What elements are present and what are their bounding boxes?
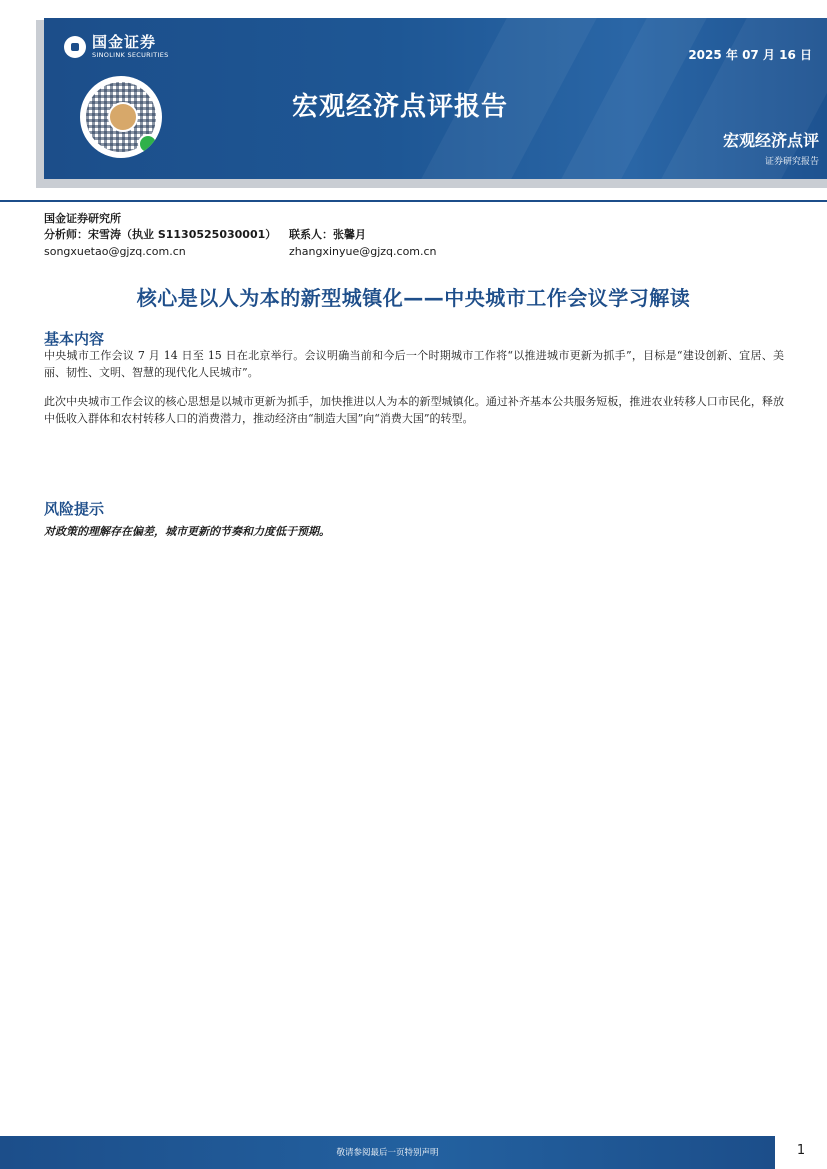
page-footer bbox=[0, 1136, 827, 1169]
header-banner bbox=[44, 18, 827, 179]
logo-name-en: SINOLINK SECURITIES bbox=[92, 51, 169, 59]
page-number: 1 bbox=[796, 1143, 806, 1158]
section-heading-basic: 基本内容 bbox=[44, 330, 105, 348]
footer-disclaimer-note: 敬请参阅最后一页特别声明 bbox=[336, 1148, 439, 1158]
analyst-email[interactable]: songxuetao@gjzq.com.cn bbox=[44, 245, 186, 258]
report-subcategory: 证券研究报告 bbox=[764, 157, 819, 167]
report-category: 宏观经济点评 bbox=[722, 131, 819, 150]
mini-program-icon bbox=[138, 134, 158, 154]
qr-code-icon bbox=[80, 76, 162, 158]
logo-name-cn: 国金证券 bbox=[92, 33, 157, 51]
report-title: 核心是以人为本的新型城镇化——中央城市工作会议学习解读 bbox=[136, 286, 691, 310]
risk-text: 对政策的理解存在偏差，城市更新的节奏和力度低于预期。 bbox=[44, 525, 330, 538]
section-heading-risk: 风险提示 bbox=[44, 500, 105, 518]
report-type-title: 宏观经济点评报告 bbox=[292, 92, 509, 122]
company-logo bbox=[64, 34, 169, 59]
report-date: 2025 年 07 月 16 日 bbox=[688, 48, 812, 62]
paragraph: 此次中央城市工作会议的核心思想是以城市更新为抓手，加快推进以人为本的新型城镇化。通过补齐基本公共服务短板，推进农业转移人口市民化，释放中低收入群体和农村转移人口的消费潜力，推动经济由“制造大国”向“消费大国”的转型。 bbox=[44, 395, 784, 425]
contact-line: 联系人：张馨月 bbox=[289, 228, 366, 241]
logo-icon bbox=[64, 36, 86, 58]
institute-name: 国金证券研究所 bbox=[44, 212, 121, 225]
analyst-line: 分析师：宋雪涛（执业 S1130525030001） bbox=[44, 228, 277, 241]
contact-email[interactable]: zhangxinyue@gjzq.com.cn bbox=[289, 245, 437, 258]
paragraph: 中央城市工作会议 7 月 14 日至 15 日在北京举行。会议明确当前和今后一个时期城市工作将“以推进城市更新为抓手”，目标是“建设创新、宜居、美丽、韧性、文明、智慧的现代化人民城市”。 bbox=[44, 349, 784, 379]
header-divider bbox=[0, 200, 827, 202]
